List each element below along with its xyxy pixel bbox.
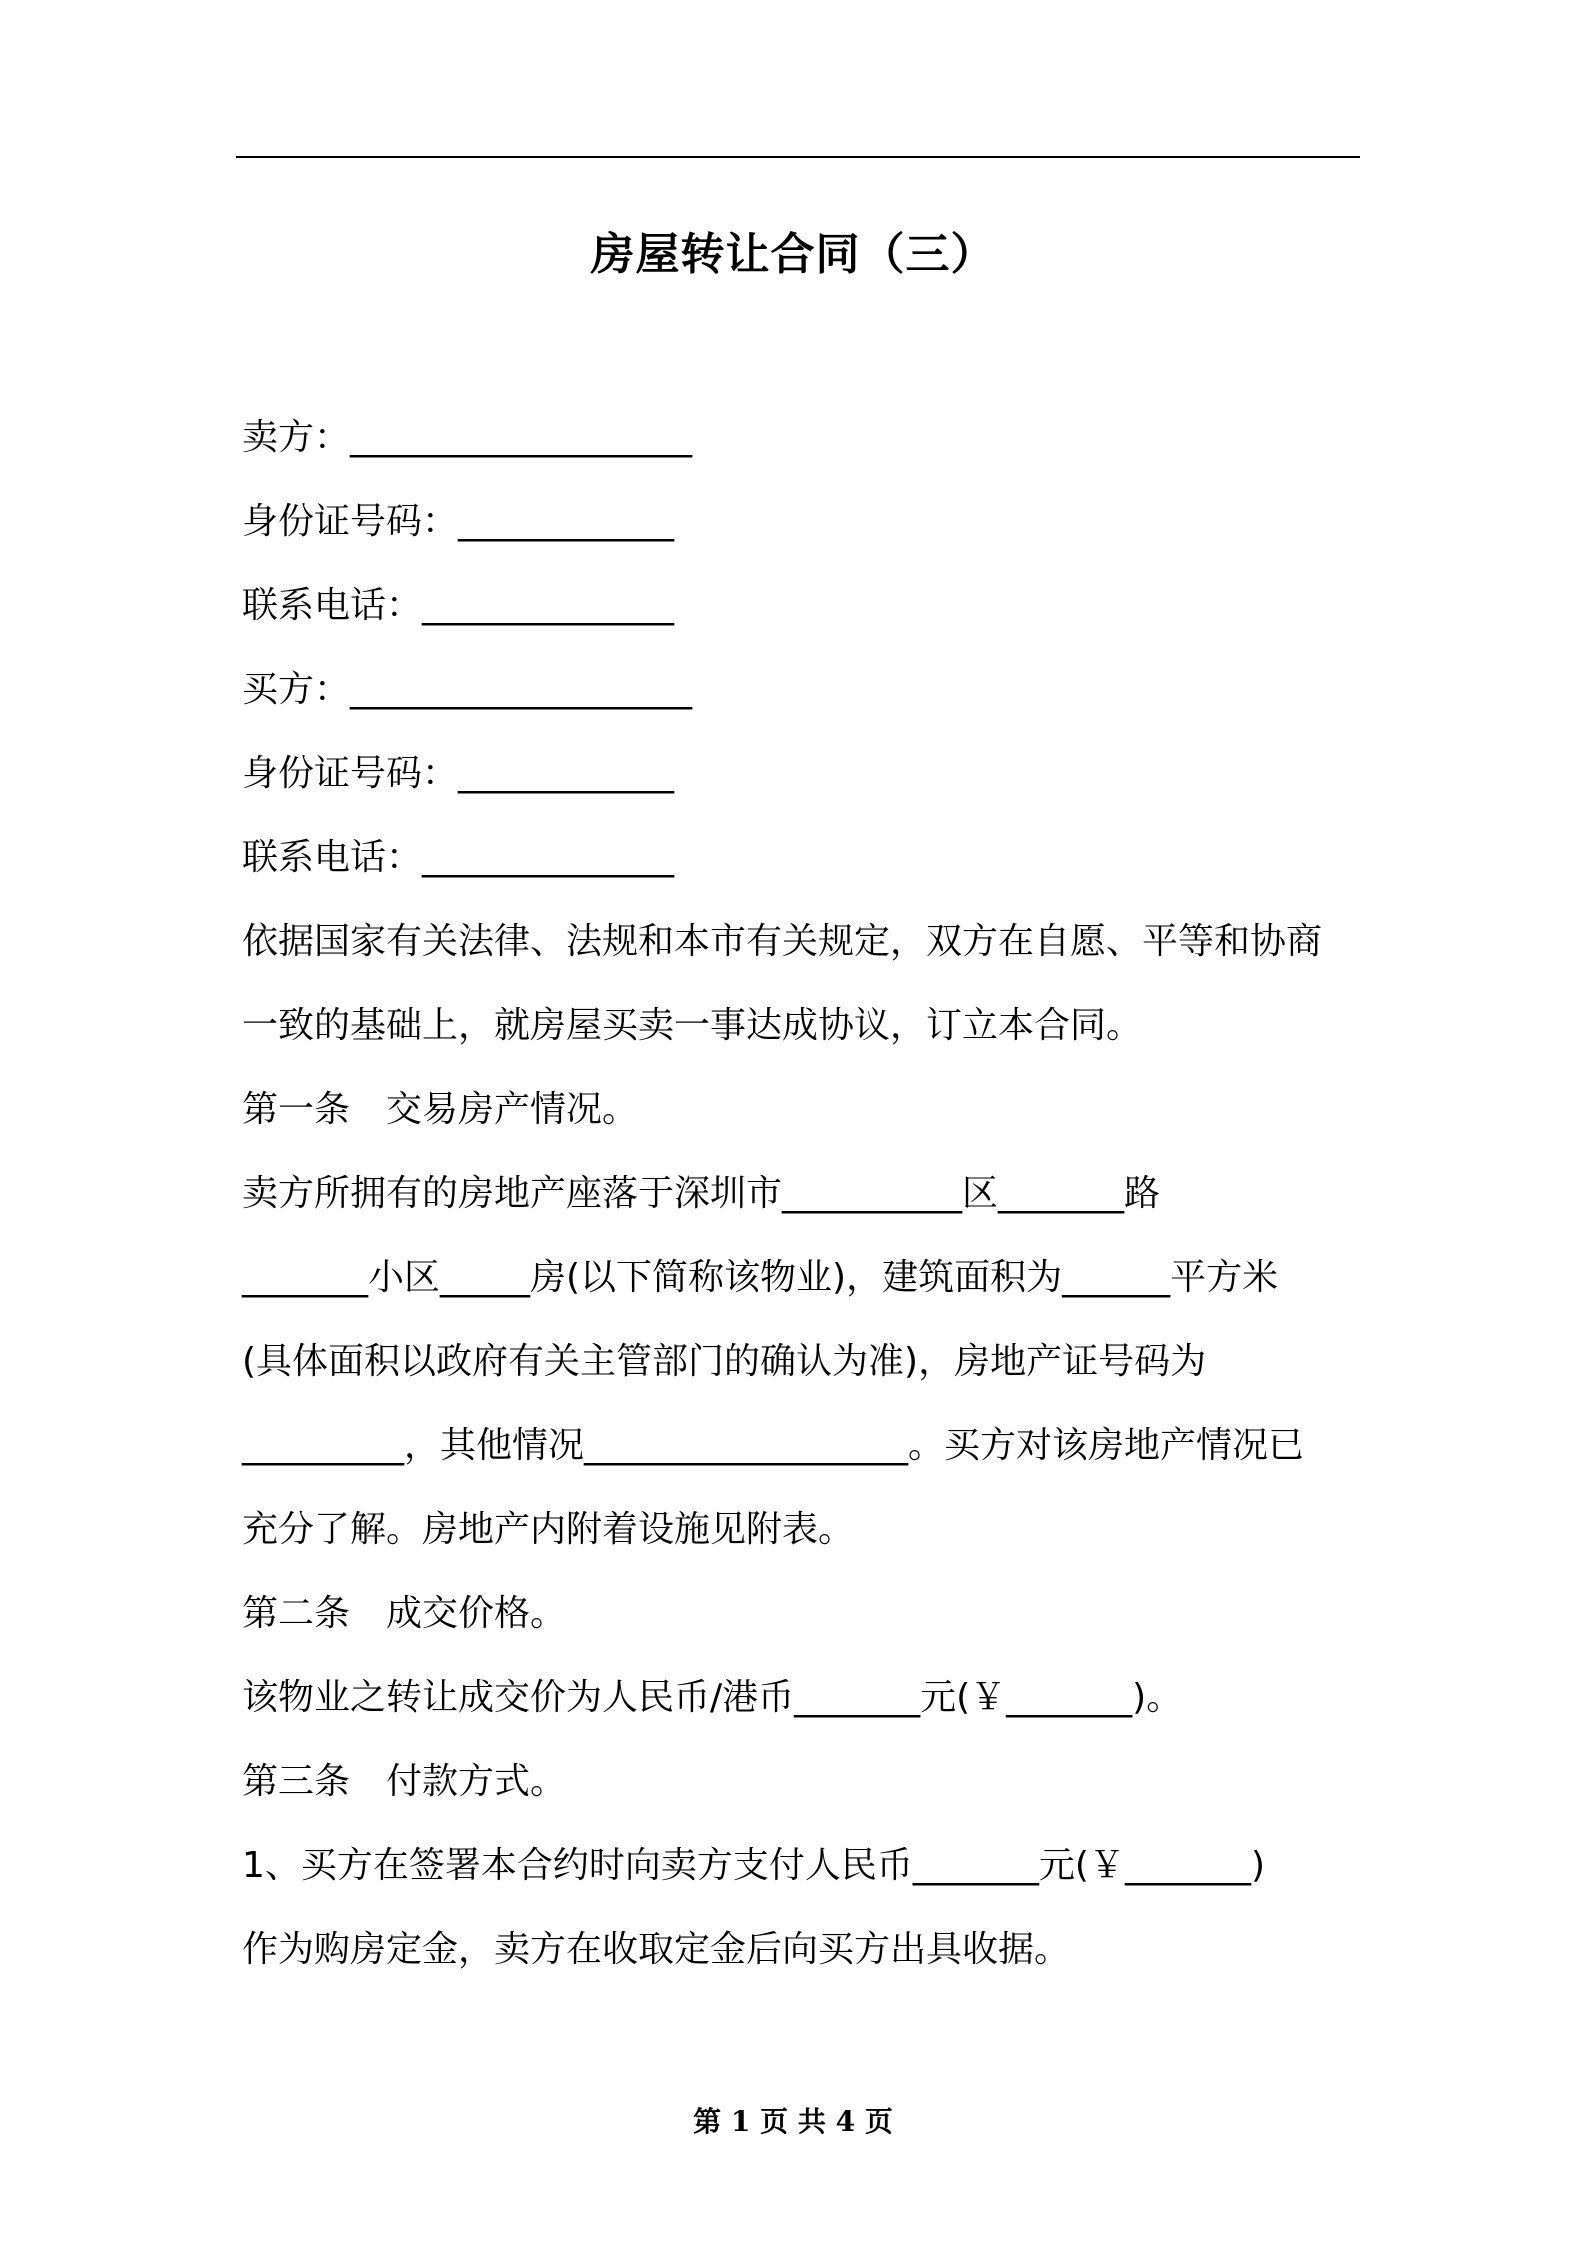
header-rule [236, 156, 1360, 158]
intro-paragraph-line-1: 依据国家有关法律、法规和本市有关规定，双方在自愿、平等和协商 [242, 921, 1323, 962]
article-2-heading: 第二条 成交价格。 [242, 1593, 567, 1634]
intro-paragraph-line-2: 一致的基础上，就房屋买卖一事达成协议，订立本合同。 [242, 1005, 1143, 1046]
article-2-line-1: 该物业之转让成交价为人民币/港币_______元(￥_______)。 [242, 1677, 1183, 1718]
seller-name-line: 卖方：___________________ [242, 417, 693, 458]
article-1-line-4: _________，其他情况__________________。买方对该房地产情况已 [242, 1425, 1305, 1466]
seller-id-line: 身份证号码：____________ [242, 501, 675, 542]
article-3-heading: 第三条 付款方式。 [242, 1761, 567, 1802]
article-1-heading: 第一条 交易房产情况。 [242, 1089, 639, 1130]
article-1-line-1: 卖方所拥有的房地产座落于深圳市__________区_______路 [242, 1173, 1161, 1214]
buyer-id-line: 身份证号码：____________ [242, 753, 675, 794]
page-title: 房屋转让合同（三） [590, 229, 996, 280]
page-number: 第 1 页 共 4 页 [693, 2105, 893, 2138]
buyer-name-line: 买方：___________________ [242, 669, 693, 710]
article-1-line-5: 充分了解。房地产内附着设施见附表。 [242, 1509, 855, 1550]
article-1-line-3: (具体面积以政府有关主管部门的确认为准)，房地产证号码为 [242, 1341, 1207, 1382]
article-3-line-2: 作为购房定金，卖方在收取定金后向买方出具收据。 [242, 1929, 1071, 1970]
buyer-phone-line: 联系电话：______________ [242, 837, 675, 878]
article-3-line-1: 1、买方在签署本合约时向卖方支付人民币_______元(￥_______) [242, 1845, 1265, 1886]
seller-phone-line: 联系电话：______________ [242, 585, 675, 626]
article-1-line-2: _______小区_____房(以下简称该物业)，建筑面积为______平方米 [242, 1257, 1279, 1298]
